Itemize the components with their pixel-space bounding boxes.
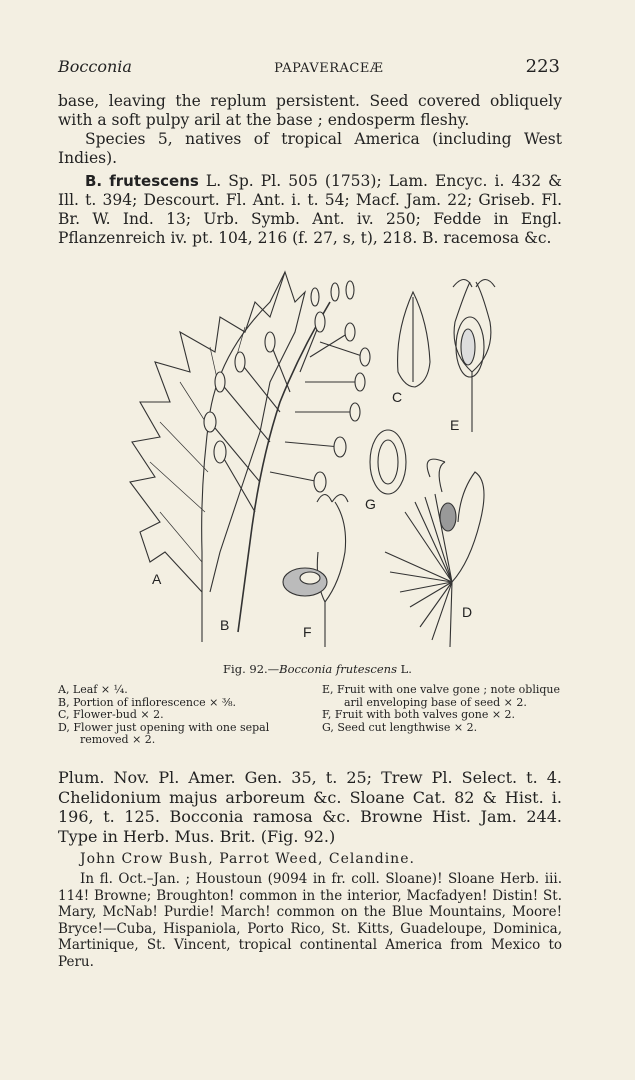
figure-letter-e: E <box>450 417 460 433</box>
figure-letter-c: C <box>392 389 403 405</box>
legend-item: A, Leaf × ¼. <box>58 683 128 696</box>
caption-author: L. <box>397 662 412 676</box>
species-count: Species 5, natives of tropical America (including West Indies). <box>58 130 562 167</box>
caption-prefix: Fig. 92.— <box>223 662 280 676</box>
legend-item: F, Fruit with both valves gone × 2. <box>322 708 516 721</box>
legend-item: C, Flower-bud × 2. <box>58 708 164 721</box>
distribution-paragraph: In fl. Oct.–Jan. ; Houstoun (9094 in fr. coll. Sloane)! Sloane Herb. iii. 114! Browne; Broughton! common in the interior, Macfadyen! Distin! St. Mary, McNab! Purdie! March! common on the Blue Mountains, Moore! Bryce!—Cuba, Hispaniola, Porto Rico, St. Kitts, Guadeloupe, Dominica, Martinique, St. Vincent, tropical continental America from Mexico to Peru. <box>58 871 562 970</box>
common-names: John Crow Bush, Parrot Weed, Celandine. <box>80 851 415 867</box>
fruit-both-valves-drawing <box>283 495 348 648</box>
page-number: 223 <box>525 56 560 77</box>
species-epithet: frutescens <box>109 172 199 190</box>
botanical-illustration <box>120 262 520 652</box>
figure-letter-d: D <box>462 604 473 620</box>
figure-letter-f: F <box>303 624 312 640</box>
figure-legend-right <box>322 684 572 734</box>
species-code: B. <box>85 172 103 190</box>
figure-letter-a: A <box>152 571 162 587</box>
legend-item: D, Flower just opening with one sepal <box>58 720 270 734</box>
caption-species: Bocconia frutescens <box>279 662 397 676</box>
synonymy-paragraph: Plum. Nov. Pl. Amer. Gen. 35, t. 25; Trew Pl. Select. t. 4. Chelidonium majus arboreum &c. Sloane Cat. 82 & Hist. i. 196, t. 125. Bocconia ramosa &c. Browne Hist. Jam. 244. Type in Herb. Mus. Brit. (Fig. 92.) <box>58 768 562 846</box>
legend-item: G, Seed cut lengthwise × 2. <box>322 720 478 734</box>
species-heading <box>58 172 562 248</box>
legend-item: removed × 2. <box>80 733 156 746</box>
running-head-family: PAPAVERACEÆ <box>274 61 384 76</box>
genus-description-end: base, leaving the replum persistent. Seed covered obliquely with a soft pulpy aril at the base ; endosperm fleshy. <box>58 92 562 129</box>
legend-item: aril enveloping base of seed × 2. <box>344 695 527 709</box>
running-head <box>58 56 560 77</box>
figure-letter-g: G <box>365 496 376 512</box>
legend-item: E, Fruit with one valve gone ; note oblique <box>322 683 561 696</box>
species-citation: L. Sp. Pl. 505 (1753); Lam. Encyc. i. 432 & Ill. t. 394; Descourt. Fl. Ant. i. t. 54; Macf. Jam. 22; Griseb. Fl. Br. W. Ind. 13; Urb. Symb. Ant. iv. 250; Fedde in Engl. Pflanzenreich iv. pt. 104, 216 (f. 27, s, t), 218. B. racemosa &c. <box>58 172 562 247</box>
figure-letter-b: B <box>220 617 230 633</box>
legend-item: B, Portion of inflorescence × ⅜. <box>58 695 237 709</box>
figure-legend-left <box>58 684 308 747</box>
running-head-genus: Bocconia <box>58 57 132 76</box>
fruit-one-valve-drawing <box>453 280 495 433</box>
figure-caption <box>0 662 635 676</box>
flower-bud-drawing <box>398 292 430 387</box>
